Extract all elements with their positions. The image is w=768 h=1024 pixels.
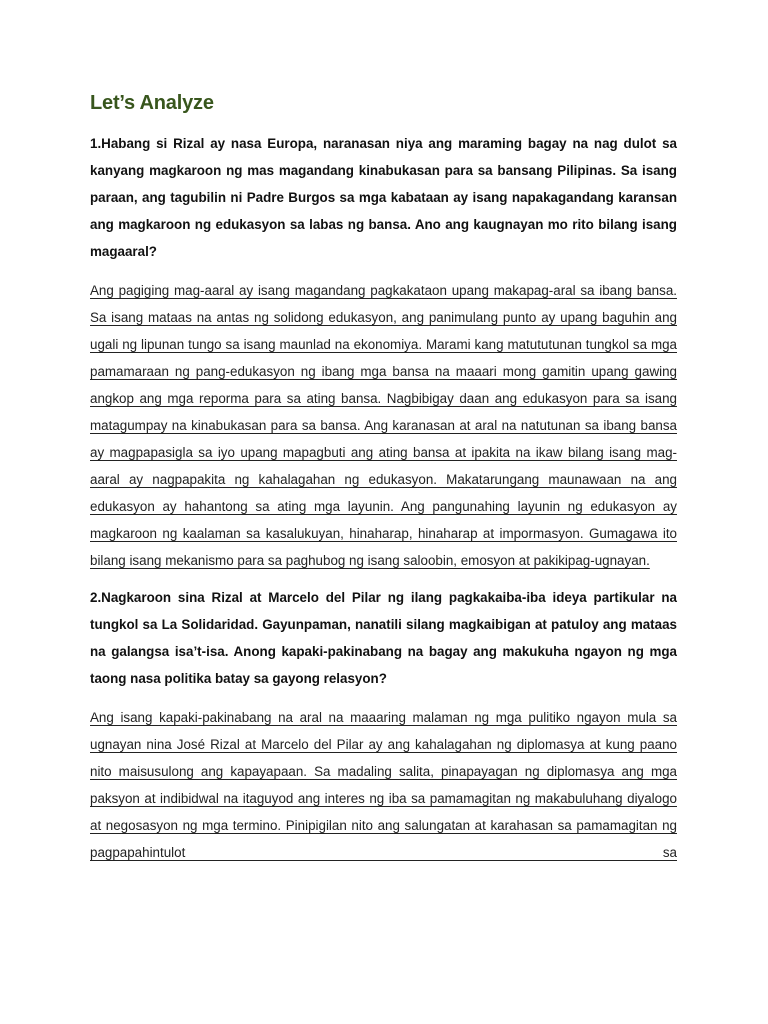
answer-1: Ang pagiging mag-aaral ay isang magandang pagkakataon upang makapag-aral sa ibang bansa. Sa isang mataas na antas ng solidong edukasyon, ang panimulang punto ay upang baguhin ang ugali ng lipunan tungo sa isang maunlad na ekonomiya. Marami kang matututunan tungkol sa mga pamamaraan ng pang-edukasyon ng ibang mga bansa na maaari mong gamitin upang gawing angkop ang mga reporma para sa ating bansa. Nagbibigay daan ang edukasyon para sa isang matagumpay na kinabukasan para sa bansa. Ang karanasan at aral na natutunan sa ibang bansa ay magpapasigla sa iyo upang mapagbuti ang ating bansa at ipakita na ikaw bilang isang mag-aaral ay nagpapakita ng kahalagahan ng edukasyon. Makatarungang maunawaan na ang edukasyon ay hahantong sa ating mga layunin. Ang pangunahing layunin ng edukasyon ay magkaroon ng kaalaman sa kasalukuyan, hinaharap, hinaharap at impormasyon. Gumagawa ito bilang isang mekanismo para sa paghubog ng isang saloobin, emosyon at pakikipag-ugnayan. xyxy=(90,283,677,568)
answer-2: Ang isang kapaki-pakinabang na aral na maaaring malaman ng mga pulitiko ngayon mula sa ugnayan nina José Rizal at Marcelo del Pilar ay ang kahalagahan ng diplomasya at kung paano nito maisusulong ang kapayapaan. Sa madaling salita, pinapayagan ng diplomasya ang mga paksyon at indibidwal na itaguyod ang interes ng iba sa pamamagitan ng makabuluhang diyalogo at negosasyon ng mga termino. Pinipigilan nito ang salungatan at karahasan sa pamamagitan ng pagpapahintulot sa xyxy=(90,710,677,860)
document-page xyxy=(90,88,677,876)
section-heading: Let’s Analyze xyxy=(90,92,214,114)
question-2: 2.Nagkaroon sina Rizal at Marcelo del Pilar ng ilang pagkakaiba-iba ideya partikular na tungkol sa La Solidaridad. Gayunpaman, nanatili silang magkaibigan at patuloy ang mataas na galangsa isa’t-isa. Anong kapaki-pakinabang na bagay ang makukuha ngayon ng mga taong nasa politika batay sa gayong relasyon? xyxy=(90,590,677,686)
question-1: 1.Habang si Rizal ay nasa Europa, naranasan niya ang maraming bagay na nag dulot sa kanyang magkaroon ng mas magandang kinabukasan para sa bansang Pilipinas. Sa isang paraan, ang tagubilin ni Padre Burgos sa mga kabataan ay isang napakagandang karansan ang magkaroon ng edukasyon sa labas ng bansa. Ano ang kaugnayan mo rito bilang isang magaaral? xyxy=(90,136,677,259)
